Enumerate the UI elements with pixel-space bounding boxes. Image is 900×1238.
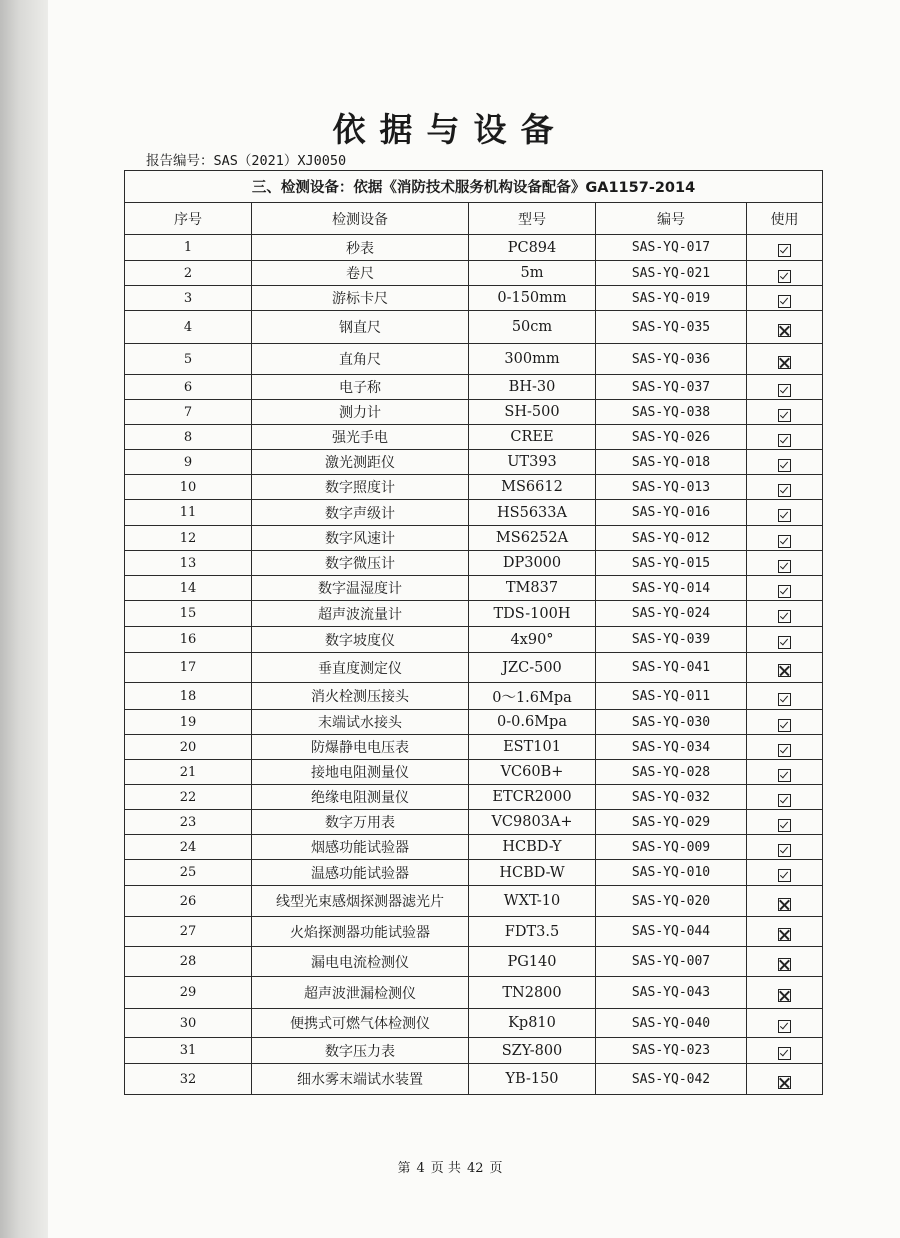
used-cell [747,286,823,311]
equipment-code: SAS-YQ-011 [596,683,747,710]
used-cell [747,400,823,425]
checked-box-icon [778,844,791,857]
crossed-box-icon [778,989,791,1002]
equipment-code: SAS-YQ-032 [596,785,747,810]
row-number: 24 [125,835,252,860]
equipment-code: SAS-YQ-014 [596,576,747,601]
equipment-name: 接地电阻测量仪 [252,760,469,785]
equipment-name: 线型光束感烟探测器滤光片 [252,886,469,917]
equipment-code: SAS-YQ-039 [596,627,747,653]
used-cell [747,261,823,286]
used-cell [747,551,823,576]
checked-box-icon [778,693,791,706]
equipment-code: SAS-YQ-016 [596,500,747,526]
equipment-model: MS6252A [469,526,596,551]
equipment-name: 细水雾末端试水装置 [252,1064,469,1095]
table-row [125,886,823,917]
table-body [125,235,823,1095]
equipment-code: SAS-YQ-021 [596,261,747,286]
equipment-code: SAS-YQ-041 [596,653,747,683]
row-number: 6 [125,375,252,400]
checked-box-icon [778,719,791,732]
column-header-code: 编号 [596,203,747,235]
equipment-code: SAS-YQ-036 [596,344,747,375]
used-cell [747,576,823,601]
checked-box-icon [778,585,791,598]
checked-box-icon [778,1020,791,1033]
equipment-code: SAS-YQ-023 [596,1038,747,1064]
used-cell [747,760,823,785]
used-cell [747,860,823,886]
used-cell [747,375,823,400]
used-cell [747,947,823,977]
equipment-code: SAS-YQ-012 [596,526,747,551]
equipment-model: WXT-10 [469,886,596,917]
equipment-name: 数字风速计 [252,526,469,551]
checked-box-icon [778,384,791,397]
equipment-model: YB-150 [469,1064,596,1095]
equipment-model: 0-0.6Mpa [469,710,596,735]
equipment-code: SAS-YQ-010 [596,860,747,886]
equipment-name: 游标卡尺 [252,286,469,311]
equipment-model: 4x90° [469,627,596,653]
equipment-model: ETCR2000 [469,785,596,810]
report-number: 报告编号：SAS（2021）XJ0050 [146,153,347,169]
equipment-code: SAS-YQ-043 [596,977,747,1009]
footer-suffix: 页 [489,1161,503,1176]
checked-box-icon [778,794,791,807]
checked-box-icon [778,1047,791,1060]
footer-current-page: 4 [416,1161,425,1176]
checked-box-icon [778,769,791,782]
equipment-model: TM837 [469,576,596,601]
checked-box-icon [778,409,791,422]
column-header-used: 使用 [747,203,823,235]
table-row [125,1064,823,1095]
table-row [125,344,823,375]
equipment-model: HCBD-Y [469,835,596,860]
table-row [125,311,823,344]
used-cell [747,526,823,551]
equipment-model: HCBD-W [469,860,596,886]
equipment-code: SAS-YQ-037 [596,375,747,400]
used-cell [747,475,823,500]
checked-box-icon [778,270,791,283]
equipment-code: SAS-YQ-035 [596,311,747,344]
equipment-name: 绝缘电阻测量仪 [252,785,469,810]
checked-box-icon [778,610,791,623]
used-cell [747,710,823,735]
checked-box-icon [778,636,791,649]
row-number: 28 [125,947,252,977]
equipment-model: VC9803A+ [469,810,596,835]
equipment-name: 末端试水接头 [252,710,469,735]
table-row [125,860,823,886]
table-header-row [125,203,823,235]
equipment-code: SAS-YQ-028 [596,760,747,785]
equipment-model: CREE [469,425,596,450]
row-number: 18 [125,683,252,710]
checked-box-icon [778,560,791,573]
page-title: 依据与设备 [332,110,568,149]
equipment-name: 钢直尺 [252,311,469,344]
equipment-code: SAS-YQ-007 [596,947,747,977]
checked-box-icon [778,819,791,832]
equipment-model: UT393 [469,450,596,475]
equipment-name: 数字照度计 [252,475,469,500]
crossed-box-icon [778,1076,791,1089]
used-cell [747,425,823,450]
used-cell [747,500,823,526]
equipment-name: 消火栓测压接头 [252,683,469,710]
section-title: 三、检测设备：依据《消防技术服务机构设备配备》GA1157-2014 [125,171,823,203]
crossed-box-icon [778,898,791,911]
row-number: 21 [125,760,252,785]
equipment-name: 火焰探测器功能试验器 [252,917,469,947]
row-number: 23 [125,810,252,835]
equipment-code: SAS-YQ-015 [596,551,747,576]
table-row [125,425,823,450]
equipment-code: SAS-YQ-026 [596,425,747,450]
table-row [125,1038,823,1064]
row-number: 25 [125,860,252,886]
used-cell [747,683,823,710]
row-number: 12 [125,526,252,551]
equipment-model: FDT3.5 [469,917,596,947]
used-cell [747,917,823,947]
used-cell [747,627,823,653]
column-header-model: 型号 [469,203,596,235]
table-row [125,551,823,576]
row-number: 2 [125,261,252,286]
row-number: 29 [125,977,252,1009]
binding-shadow [0,0,48,1238]
row-number: 3 [125,286,252,311]
column-header-equipment: 检测设备 [252,203,469,235]
row-number: 32 [125,1064,252,1095]
used-cell [747,1038,823,1064]
footer-total-pages: 42 [466,1161,484,1176]
equipment-name: 数字压力表 [252,1038,469,1064]
equipment-code: SAS-YQ-034 [596,735,747,760]
checked-box-icon [778,535,791,548]
crossed-box-icon [778,958,791,971]
equipment-model: TN2800 [469,977,596,1009]
equipment-name: 超声波泄漏检测仪 [252,977,469,1009]
equipment-code: SAS-YQ-030 [596,710,747,735]
row-number: 1 [125,235,252,261]
equipment-table [124,170,823,1095]
checked-box-icon [778,509,791,522]
checked-box-icon [778,869,791,882]
row-number: 7 [125,400,252,425]
used-cell [747,1009,823,1038]
table-row [125,977,823,1009]
equipment-name: 激光测距仪 [252,450,469,475]
row-number: 5 [125,344,252,375]
equipment-name: 直角尺 [252,344,469,375]
equipment-code: SAS-YQ-019 [596,286,747,311]
table-row [125,627,823,653]
equipment-code: SAS-YQ-038 [596,400,747,425]
row-number: 13 [125,551,252,576]
equipment-model: VC60B+ [469,760,596,785]
equipment-name: 数字温湿度计 [252,576,469,601]
table-row [125,710,823,735]
used-cell [747,785,823,810]
row-number: 15 [125,601,252,627]
table-row [125,400,823,425]
used-cell [747,344,823,375]
equipment-model: BH-30 [469,375,596,400]
table-row [125,835,823,860]
used-cell [747,835,823,860]
equipment-model: 5m [469,261,596,286]
equipment-name: 超声波流量计 [252,601,469,627]
equipment-code: SAS-YQ-024 [596,601,747,627]
table-row [125,235,823,261]
used-cell [747,886,823,917]
equipment-name: 卷尺 [252,261,469,286]
equipment-model: SZY-800 [469,1038,596,1064]
row-number: 8 [125,425,252,450]
checked-box-icon [778,434,791,447]
crossed-box-icon [778,356,791,369]
crossed-box-icon [778,664,791,677]
table-row [125,785,823,810]
crossed-box-icon [778,928,791,941]
equipment-name: 漏电电流检测仪 [252,947,469,977]
equipment-code: SAS-YQ-017 [596,235,747,261]
crossed-box-icon [778,324,791,337]
equipment-model: JZC-500 [469,653,596,683]
table-row [125,286,823,311]
equipment-code: SAS-YQ-013 [596,475,747,500]
row-number: 14 [125,576,252,601]
used-cell [747,977,823,1009]
row-number: 26 [125,886,252,917]
checked-box-icon [778,295,791,308]
row-number: 16 [125,627,252,653]
equipment-model: HS5633A [469,500,596,526]
table-row [125,601,823,627]
equipment-code: SAS-YQ-044 [596,917,747,947]
used-cell [747,810,823,835]
table-row [125,1009,823,1038]
equipment-model: SH-500 [469,400,596,425]
equipment-name: 数字微压计 [252,551,469,576]
used-cell [747,235,823,261]
table-row [125,917,823,947]
equipment-model: 0-150mm [469,286,596,311]
table-row [125,375,823,400]
used-cell [747,450,823,475]
table-row [125,760,823,785]
table-row [125,947,823,977]
equipment-name: 烟感功能试验器 [252,835,469,860]
row-number: 11 [125,500,252,526]
table-row [125,261,823,286]
used-cell [747,1064,823,1095]
table-row [125,735,823,760]
equipment-name: 防爆静电电压表 [252,735,469,760]
equipment-name: 强光手电 [252,425,469,450]
used-cell [747,311,823,344]
table-row [125,653,823,683]
equipment-model: TDS-100H [469,601,596,627]
row-number: 20 [125,735,252,760]
row-number: 19 [125,710,252,735]
equipment-code: SAS-YQ-040 [596,1009,747,1038]
checked-box-icon [778,459,791,472]
equipment-name: 电子称 [252,375,469,400]
table-row [125,526,823,551]
table-row [125,810,823,835]
row-number: 10 [125,475,252,500]
checked-box-icon [778,744,791,757]
equipment-name: 便携式可燃气体检测仪 [252,1009,469,1038]
used-cell [747,653,823,683]
equipment-model: EST101 [469,735,596,760]
row-number: 9 [125,450,252,475]
equipment-model: 300mm [469,344,596,375]
row-number: 22 [125,785,252,810]
checked-box-icon [778,484,791,497]
equipment-model: PG140 [469,947,596,977]
equipment-model: PC894 [469,235,596,261]
footer-middle: 页 共 [430,1161,461,1176]
table-row [125,500,823,526]
equipment-model: 0～1.6Mpa [469,683,596,710]
equipment-model: 50cm [469,311,596,344]
table-row [125,576,823,601]
row-number: 4 [125,311,252,344]
table-row [125,475,823,500]
equipment-name: 数字声级计 [252,500,469,526]
equipment-name: 数字坡度仪 [252,627,469,653]
equipment-name: 温感功能试验器 [252,860,469,886]
equipment-code: SAS-YQ-042 [596,1064,747,1095]
equipment-name: 垂直度测定仪 [252,653,469,683]
used-cell [747,735,823,760]
row-number: 17 [125,653,252,683]
equipment-name: 秒表 [252,235,469,261]
used-cell [747,601,823,627]
footer-prefix: 第 [397,1161,411,1176]
page-footer [0,1157,900,1176]
equipment-code: SAS-YQ-009 [596,835,747,860]
table-row [125,450,823,475]
equipment-name: 数字万用表 [252,810,469,835]
equipment-model: Kp810 [469,1009,596,1038]
column-header-no: 序号 [125,203,252,235]
equipment-code: SAS-YQ-018 [596,450,747,475]
row-number: 30 [125,1009,252,1038]
equipment-model: DP3000 [469,551,596,576]
row-number: 31 [125,1038,252,1064]
checked-box-icon [778,244,791,257]
table-row [125,683,823,710]
equipment-code: SAS-YQ-029 [596,810,747,835]
equipment-model: MS6612 [469,475,596,500]
equipment-name: 测力计 [252,400,469,425]
equipment-code: SAS-YQ-020 [596,886,747,917]
row-number: 27 [125,917,252,947]
